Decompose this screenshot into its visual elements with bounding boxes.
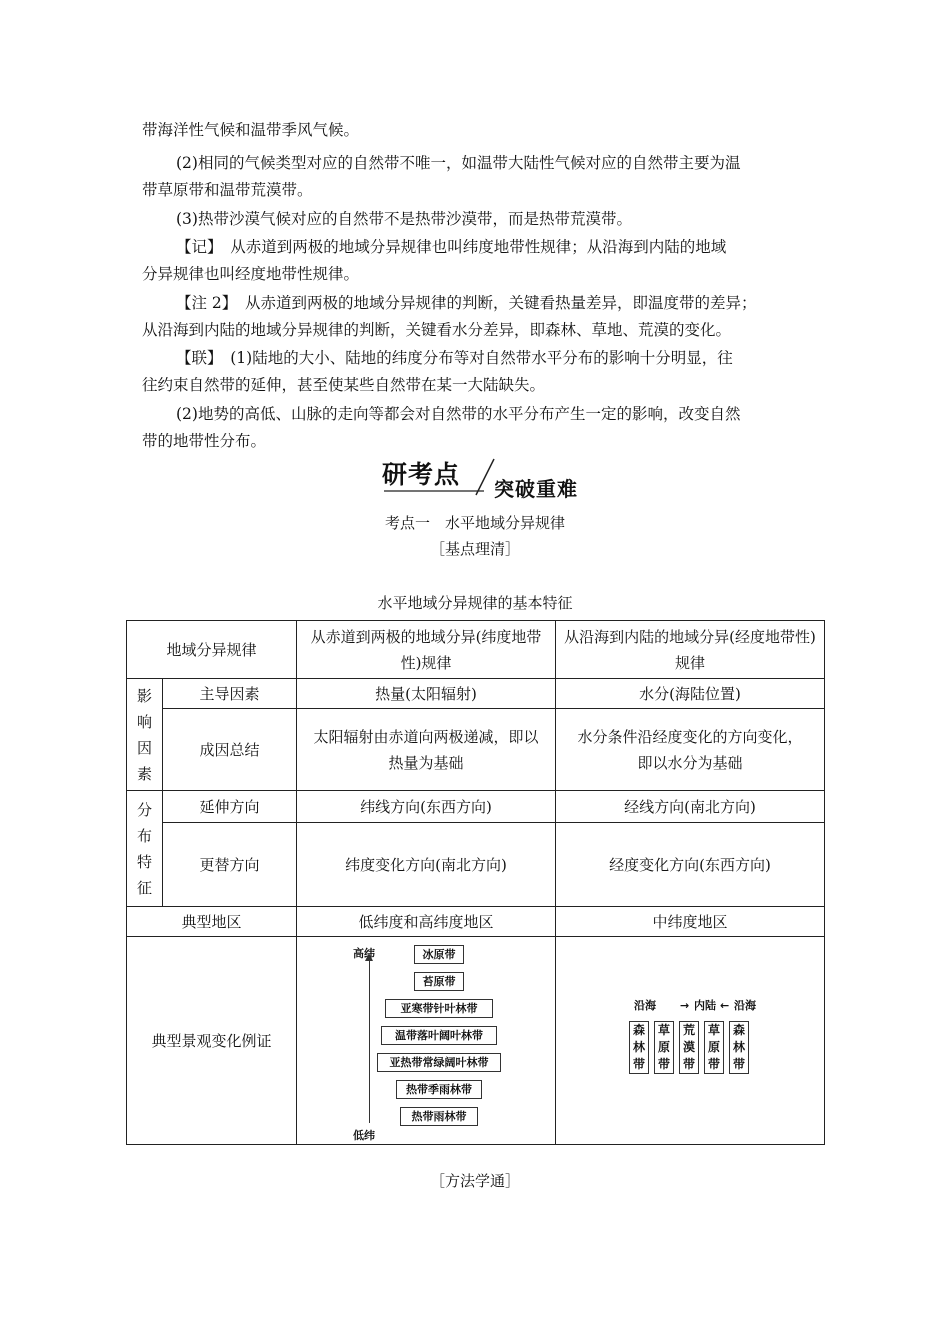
paragraph-line: (2)地势的高低、山脉的走向等都会对自然带的水平分布产生一定的影响，改变自然: [176, 405, 741, 423]
banner-underline: [384, 489, 484, 493]
latitude-zone-diagram: [297, 941, 555, 1141]
table-title: 水平地域分异规律的基本特征: [377, 594, 573, 612]
zone-box: 热带季雨林带: [396, 1080, 482, 1099]
zone-box: 冰原带: [414, 945, 464, 964]
table-cell: 经线方向(南北方向): [556, 791, 825, 823]
table-cell: 纬度变化方向(南北方向): [297, 823, 556, 907]
header-cell: 从赤道到两极的地域分异(纬度地带性)规律: [297, 621, 556, 679]
coast-label-right: 沿海: [734, 998, 757, 1012]
section-title: 考点一 水平地域分异规律: [384, 514, 565, 532]
arrow-up-icon: [369, 955, 370, 1123]
inland-label: 内陆: [694, 998, 717, 1012]
zone-box-vertical: 森林带: [729, 1021, 749, 1074]
header-cell: 从沿海到内陆的地域分异(经度地带性)规律: [556, 621, 825, 679]
paragraph-line: 【注 2】 从赤道到两极的地域分异规律的判断，关键看热量差异，即温度带的差异；: [176, 294, 757, 312]
paragraph-line: 【联】 (1)陆地的大小、陆地的纬度分布等对自然带水平分布的影响十分明显，往: [176, 349, 733, 367]
arrow-left-icon: ←: [720, 998, 730, 1012]
paragraph-line: 从沿海到内陆的地域分异规律的判断，关键看水分差异，即森林、草地、荒漠的变化。: [142, 321, 732, 339]
zone-box: 苔原带: [414, 972, 464, 991]
table-row: [127, 791, 825, 823]
paragraph-line: 【记】 从赤道到两极的地域分异规律也叫纬度地带性规律；从沿海到内陆的地域: [176, 238, 727, 256]
zone-box-vertical: 荒漠带: [679, 1021, 699, 1074]
row-label: 成因总结: [163, 709, 297, 791]
row-label: 典型地区: [127, 907, 297, 937]
table-cell: 太阳辐射由赤道向两极递减，即以热量为基础: [297, 709, 556, 791]
group-label-influence: 影响因素: [127, 679, 163, 791]
row-label: 更替方向: [163, 823, 297, 907]
latitude-diagram-cell: [297, 937, 556, 1145]
paragraph-line: (3)热带沙漠气候对应的自然带不是热带沙漠带，而是热带荒漠带。: [176, 210, 632, 228]
longitude-diagram-cell: [556, 937, 825, 1145]
group-label-distribution: 分布特征: [127, 791, 163, 907]
zone-box-vertical: 草原带: [654, 1021, 674, 1074]
banner-left: 研考点: [382, 460, 461, 489]
table-cell: 热量(太阳辐射): [297, 679, 556, 709]
paragraph-line: 带海洋性气候和温带季风气候。: [142, 121, 360, 139]
table-cell: 水分(海陆位置): [556, 679, 825, 709]
low-latitude-label: 低纬: [353, 1128, 376, 1142]
longitude-zone-diagram: [556, 941, 824, 1141]
table-cell: 中纬度地区: [556, 907, 825, 937]
row-label: 延伸方向: [163, 791, 297, 823]
paragraph-line: 带草原带和温带荒漠带。: [142, 181, 313, 199]
paragraph-line: (2)相同的气候类型对应的自然带不唯一，如温带大陆性气候对应的自然带主要为温: [176, 154, 741, 172]
arrow-right-icon: →: [680, 998, 690, 1012]
paragraph-line: 带的地带性分布。: [142, 432, 267, 450]
zone-box: 亚热带常绿阔叶林带: [377, 1053, 501, 1072]
row-label: 典型景观变化例证: [127, 937, 297, 1145]
table-row: [127, 907, 825, 937]
zone-box: 温带落叶阔叶林带: [381, 1026, 497, 1045]
table-row: [127, 937, 825, 1145]
high-latitude-label: 高纬: [353, 946, 376, 960]
table-header-row: [127, 621, 825, 679]
coast-label-left: 沿海: [634, 998, 657, 1012]
paragraph-line: 分异规律也叫经度地带性规律。: [142, 265, 360, 283]
zone-box: 亚寒带针叶林带: [385, 999, 493, 1018]
banner-right: 突破重难: [494, 477, 578, 501]
table-row: [127, 679, 825, 709]
footer-label: ［方法学通］: [429, 1172, 520, 1190]
table-cell: 低纬度和高纬度地区: [297, 907, 556, 937]
subsection-label: ［基点理清］: [429, 540, 520, 558]
table-cell: 纬线方向(东西方向): [297, 791, 556, 823]
section-banner: [382, 455, 602, 501]
row-label: 主导因素: [163, 679, 297, 709]
zone-box-vertical: 草原带: [704, 1021, 724, 1074]
header-cell: 地域分异规律: [127, 621, 297, 679]
feature-table: [126, 620, 825, 1145]
table-cell: 水分条件沿经度变化的方向变化，即以水分为基础: [556, 709, 825, 791]
table-cell: 经度变化方向(东西方向): [556, 823, 825, 907]
table-row: [127, 823, 825, 907]
zone-box-vertical: 森林带: [629, 1021, 649, 1074]
zone-box: 热带雨林带: [400, 1107, 478, 1126]
table-row: [127, 709, 825, 791]
paragraph-line: 往约束自然带的延伸，甚至使某些自然带在某一大陆缺失。: [142, 376, 546, 394]
